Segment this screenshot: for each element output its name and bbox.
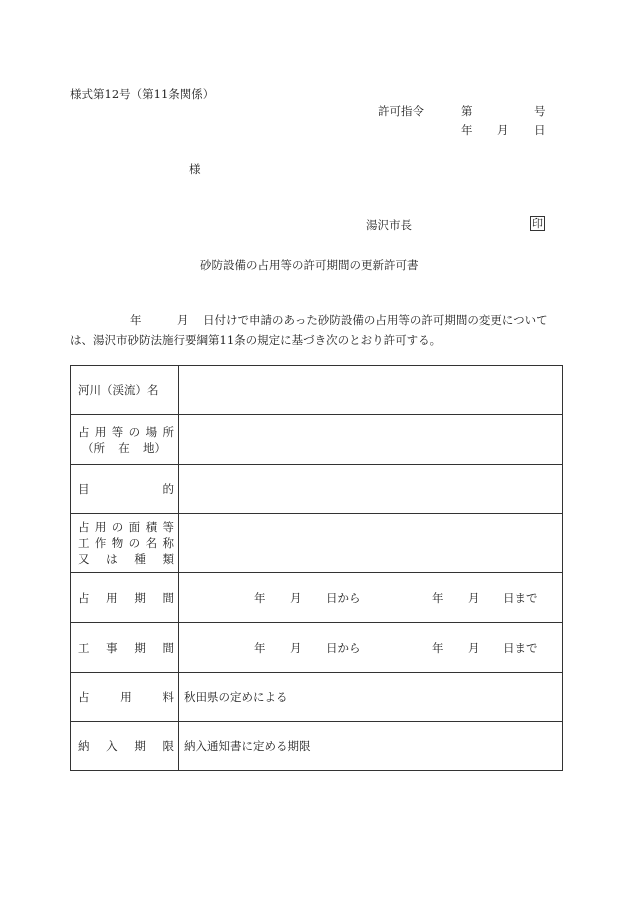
purpose-value [179, 465, 563, 514]
label-char: 工 [78, 536, 90, 550]
period-from-day: 日から [326, 590, 361, 605]
label-char: 納 [78, 739, 90, 753]
label-char: 作 [94, 536, 107, 550]
table-row [71, 722, 563, 771]
river-label: 河川（渓流）名 [78, 383, 159, 397]
construction-period-label [78, 640, 174, 656]
body-line1: 日付けで申請のあった砂防設備の占用等の許可期間の変更について [203, 313, 548, 327]
body-line2: は、湯沢市砂防法施行要綱第11条の規定に基づき次のとおり許可する。 [70, 333, 442, 347]
purpose-label-cell [71, 465, 179, 514]
label-char: 用 [120, 690, 132, 704]
label-char: 称 [162, 536, 174, 550]
construction-period-label-cell [71, 623, 179, 673]
label-char: 料 [162, 690, 174, 704]
deadline-value: 納入通知書に定める期限 [179, 722, 563, 771]
label-char: 占 [78, 690, 90, 704]
area-label-cell [71, 514, 179, 573]
label-char: （所 [82, 440, 105, 455]
table-row [71, 415, 563, 465]
label-char: 用 [106, 590, 118, 605]
label-char: 類 [162, 552, 174, 566]
period-to-month: 月 [468, 640, 480, 655]
label-char: の [128, 536, 141, 550]
period-from-month: 月 [290, 640, 302, 655]
deadline-label [78, 738, 174, 754]
label-char: 面 [128, 520, 141, 534]
period-from-year: 年 [254, 590, 266, 605]
area-label-line3 [78, 551, 174, 567]
label-char: 占 [78, 590, 90, 605]
fee-label-cell [71, 673, 179, 722]
location-label-line1 [78, 424, 174, 440]
label-char: 所 [162, 424, 174, 439]
location-value [179, 415, 563, 465]
label-char: 的 [162, 482, 174, 496]
label-char: 占 [78, 424, 90, 439]
table-row [71, 514, 563, 573]
permit-go: 号 [534, 104, 546, 118]
label-char: 事 [106, 640, 118, 655]
period-to-day: 日まで [503, 590, 538, 605]
label-char: 入 [106, 739, 118, 753]
area-label-line2 [78, 535, 174, 551]
label-char: 期 [134, 739, 146, 753]
permit-year: 年 [461, 123, 473, 137]
document-title: 砂防設備の占用等の許可期間の更新許可書 [200, 258, 419, 272]
area-value [179, 514, 563, 573]
label-char: 間 [162, 640, 174, 655]
location-label-cell [71, 415, 179, 465]
period-to-year: 年 [432, 590, 444, 605]
period-from-day: 日から [326, 640, 361, 655]
river-value [179, 366, 563, 415]
label-char: 又 [78, 552, 90, 566]
seal-mark: 印 [532, 217, 543, 230]
label-char: 間 [162, 590, 174, 605]
construction-period-value [179, 623, 563, 673]
label-char: の [111, 520, 124, 534]
label-char: 等 [111, 424, 124, 439]
label-char: 場 [145, 424, 158, 439]
label-char: 占 [78, 520, 90, 534]
issuer-title: 湯沢市長 [366, 218, 412, 232]
label-char: 期 [134, 590, 146, 605]
area-label-line1 [78, 519, 174, 535]
label-char: 目 [78, 482, 90, 496]
form-number: 様式第12号（第11条関係） [70, 87, 215, 101]
label-char: 在 [118, 440, 130, 455]
table-row [71, 465, 563, 514]
label-char: 期 [134, 640, 146, 655]
period-from-year: 年 [254, 640, 266, 655]
addressee-suffix: 様 [189, 162, 201, 176]
table-row [71, 573, 563, 623]
label-char: 積 [145, 520, 158, 534]
label-char: 種 [134, 552, 146, 566]
body-paragraph [70, 310, 562, 350]
table-row [71, 366, 563, 415]
deadline-label-cell [71, 722, 179, 771]
label-char: 工 [78, 640, 90, 655]
body-year: 年 [130, 313, 142, 327]
label-char: の [128, 424, 141, 439]
river-label-cell [71, 366, 179, 415]
location-label-line2 [78, 440, 174, 456]
label-char: 名 [145, 536, 158, 550]
period-to-month: 月 [468, 590, 480, 605]
label-char: 用 [94, 424, 107, 439]
fee-label [78, 689, 174, 705]
period-from-month: 月 [290, 590, 302, 605]
fee-value: 秋田県の定めによる [179, 673, 563, 722]
label-char: 限 [162, 739, 174, 753]
period-to-day: 日まで [503, 640, 538, 655]
purpose-label [78, 481, 174, 497]
label-char: 地） [143, 440, 166, 455]
table-row [71, 623, 563, 673]
occupancy-period-value [179, 573, 563, 623]
permit-dai: 第 [461, 104, 473, 118]
label-char: 物 [111, 536, 124, 550]
body-month: 月 [177, 313, 189, 327]
permit-label: 許可指令 [378, 104, 424, 118]
label-char: 等 [162, 520, 174, 534]
table-row [71, 673, 563, 722]
permit-table [70, 365, 563, 771]
label-char: 用 [94, 520, 107, 534]
occupancy-period-label-cell [71, 573, 179, 623]
permit-month: 月 [497, 123, 509, 137]
label-char: は [106, 552, 118, 566]
period-to-year: 年 [432, 640, 444, 655]
occupancy-period-label [78, 590, 174, 606]
permit-day: 日 [534, 123, 546, 137]
